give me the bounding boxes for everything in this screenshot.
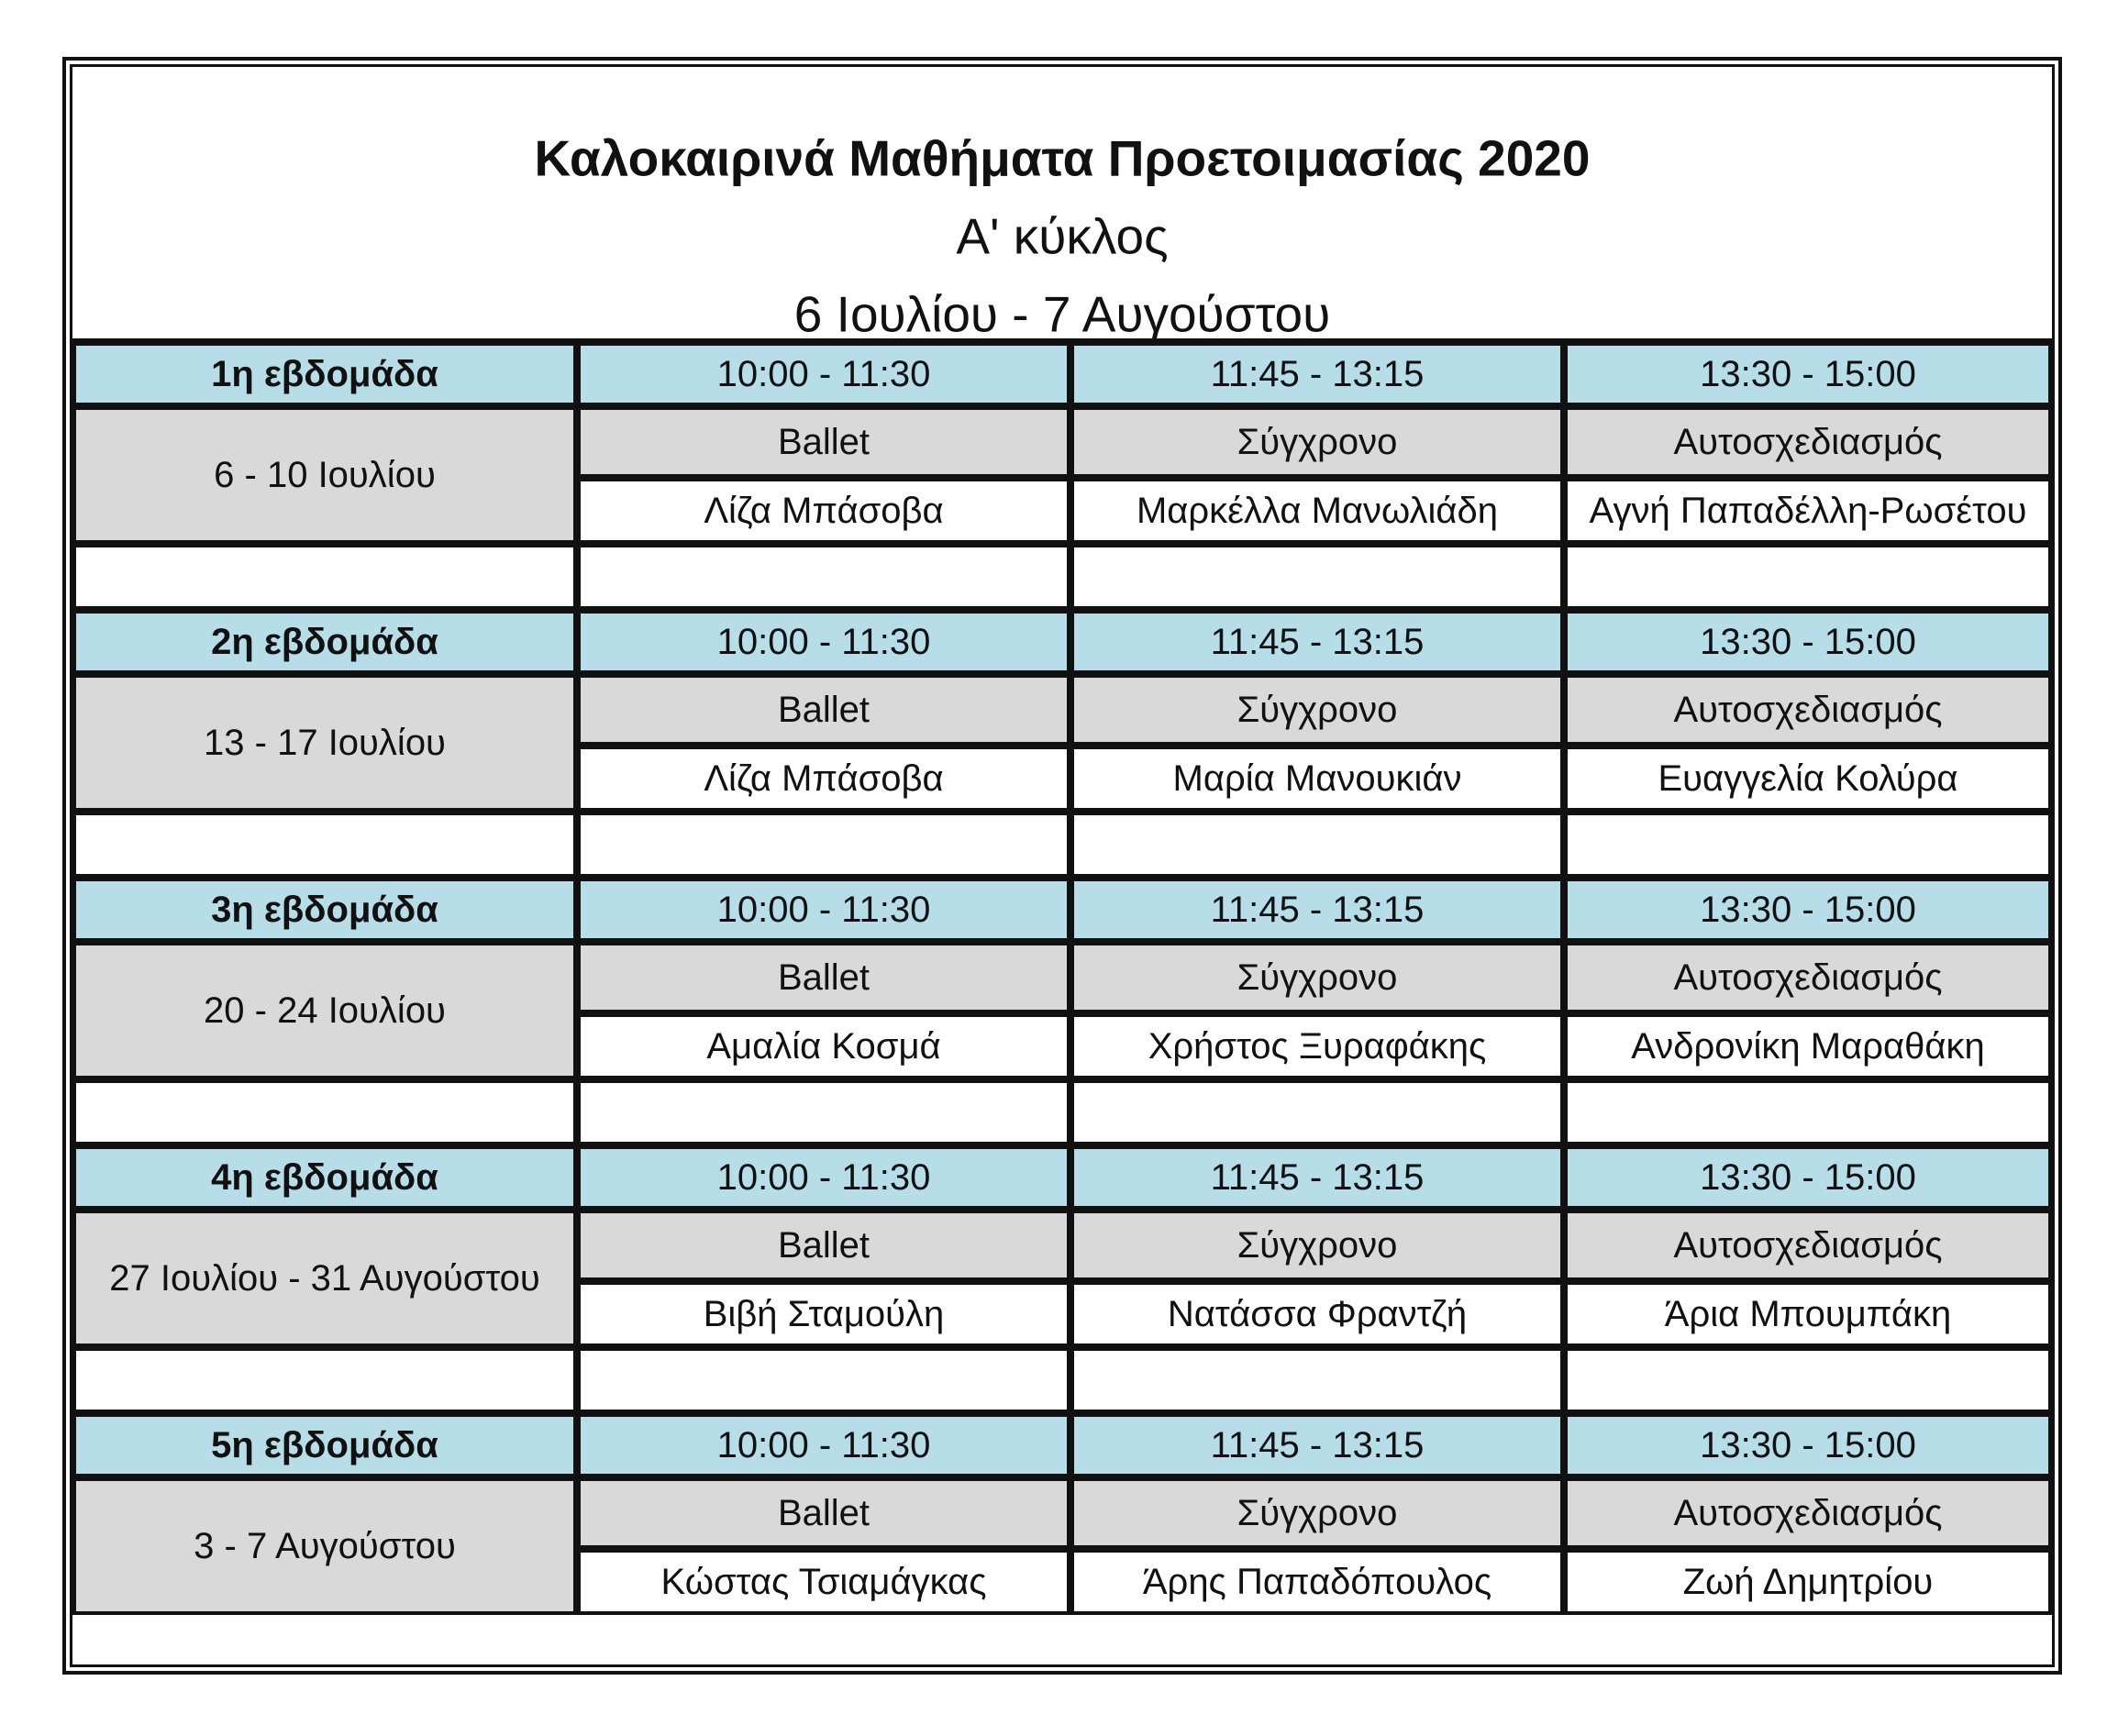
time-slot: 11:45 - 13:15: [1070, 342, 1564, 406]
spacer-cell: [1564, 812, 2052, 878]
teacher-name: Ανδρονίκη Μαραθάκη: [1564, 1013, 2052, 1079]
teacher-name: Άρης Παπαδόπουλος: [1070, 1549, 1564, 1615]
class-name: Ballet: [577, 1210, 1070, 1281]
time-slot: 10:00 - 11:30: [577, 342, 1070, 406]
time-slot: 13:30 - 15:00: [1564, 878, 2052, 942]
time-slot: 13:30 - 15:00: [1564, 342, 2052, 406]
spacer-cell: [72, 1079, 577, 1145]
teacher-name: Μαρκέλλα Μανωλιάδη: [1070, 478, 1564, 544]
page-subtitle: Α' κύκλος: [956, 207, 1169, 265]
week-dates: 27 Ιουλίου - 31 Αυγούστου: [72, 1210, 577, 1347]
class-name: Σύγχρονο: [1070, 674, 1564, 746]
time-slot: 13:30 - 15:00: [1564, 1145, 2052, 1210]
time-slot: 11:45 - 13:15: [1070, 1413, 1564, 1477]
spacer-cell: [1070, 1347, 1564, 1413]
class-name: Σύγχρονο: [1070, 942, 1564, 1013]
spacer-cell: [1070, 812, 1564, 878]
time-slot: 10:00 - 11:30: [577, 1145, 1070, 1210]
class-name: Αυτοσχεδιασμός: [1564, 942, 2052, 1013]
time-slot: 10:00 - 11:30: [577, 610, 1070, 674]
teacher-name: Λίζα Μπάσοβα: [577, 478, 1070, 544]
spacer-cell: [72, 1347, 577, 1413]
teacher-name: Αμαλία Κοσμά: [577, 1013, 1070, 1079]
class-name: Σύγχρονο: [1070, 1210, 1564, 1281]
week-label: 3η εβδομάδα: [72, 878, 577, 942]
class-name: Ballet: [577, 674, 1070, 746]
time-slot: 10:00 - 11:30: [577, 878, 1070, 942]
spacer-cell: [577, 1079, 1070, 1145]
teacher-name: Ζωή Δημητρίου: [1564, 1549, 2052, 1615]
class-name: Αυτοσχεδιασμός: [1564, 674, 2052, 746]
date-range: 6 Ιουλίου - 7 Αυγούστου: [793, 285, 1331, 343]
teacher-name: Ευαγγελία Κολύρα: [1564, 746, 2052, 812]
spacer-cell: [72, 544, 577, 610]
time-slot: 11:45 - 13:15: [1070, 1145, 1564, 1210]
page-title: Καλοκαιρινά Μαθήματα Προετοιμασίας 2020: [534, 129, 1591, 187]
teacher-name: Αγνή Παπαδέλλη-Ρωσέτου: [1564, 478, 2052, 544]
spacer-cell: [1564, 544, 2052, 610]
class-name: Αυτοσχεδιασμός: [1564, 1210, 2052, 1281]
week-dates: 6 - 10 Ιουλίου: [72, 406, 577, 544]
teacher-name: Χρήστος Ξυραφάκης: [1070, 1013, 1564, 1079]
spacer-cell: [577, 812, 1070, 878]
spacer-cell: [577, 1347, 1070, 1413]
teacher-name: Βιβή Σταμούλη: [577, 1281, 1070, 1347]
time-slot: 13:30 - 15:00: [1564, 1413, 2052, 1477]
week-label: 4η εβδομάδα: [72, 1145, 577, 1210]
time-slot: 10:00 - 11:30: [577, 1413, 1070, 1477]
spacer-cell: [1070, 1079, 1564, 1145]
teacher-name: Λίζα Μπάσοβα: [577, 746, 1070, 812]
spacer-cell: [72, 812, 577, 878]
class-name: Ballet: [577, 1477, 1070, 1549]
spacer-cell: [577, 544, 1070, 610]
week-dates: 3 - 7 Αυγούστου: [72, 1477, 577, 1615]
spacer-cell: [1564, 1347, 2052, 1413]
week-dates: 20 - 24 Ιουλίου: [72, 942, 577, 1079]
class-name: Αυτοσχεδιασμός: [1564, 406, 2052, 478]
spacer-cell: [1564, 1079, 2052, 1145]
teacher-name: Άρια Μπουμπάκη: [1564, 1281, 2052, 1347]
spacer-cell: [1070, 544, 1564, 610]
week-dates: 13 - 17 Ιουλίου: [72, 674, 577, 812]
time-slot: 11:45 - 13:15: [1070, 878, 1564, 942]
schedule-header: [72, 67, 2052, 342]
class-name: Αυτοσχεδιασμός: [1564, 1477, 2052, 1549]
class-name: Ballet: [577, 942, 1070, 1013]
teacher-name: Μαρία Μανουκιάν: [1070, 746, 1564, 812]
teacher-name: Κώστας Τσιαμάγκας: [577, 1549, 1070, 1615]
class-name: Σύγχρονο: [1070, 1477, 1564, 1549]
time-slot: 11:45 - 13:15: [1070, 610, 1564, 674]
week-label: 1η εβδομάδα: [72, 342, 577, 406]
week-label: 2η εβδομάδα: [72, 610, 577, 674]
class-name: Ballet: [577, 406, 1070, 478]
class-name: Σύγχρονο: [1070, 406, 1564, 478]
time-slot: 13:30 - 15:00: [1564, 610, 2052, 674]
teacher-name: Νατάσσα Φραντζή: [1070, 1281, 1564, 1347]
week-label: 5η εβδομάδα: [72, 1413, 577, 1477]
